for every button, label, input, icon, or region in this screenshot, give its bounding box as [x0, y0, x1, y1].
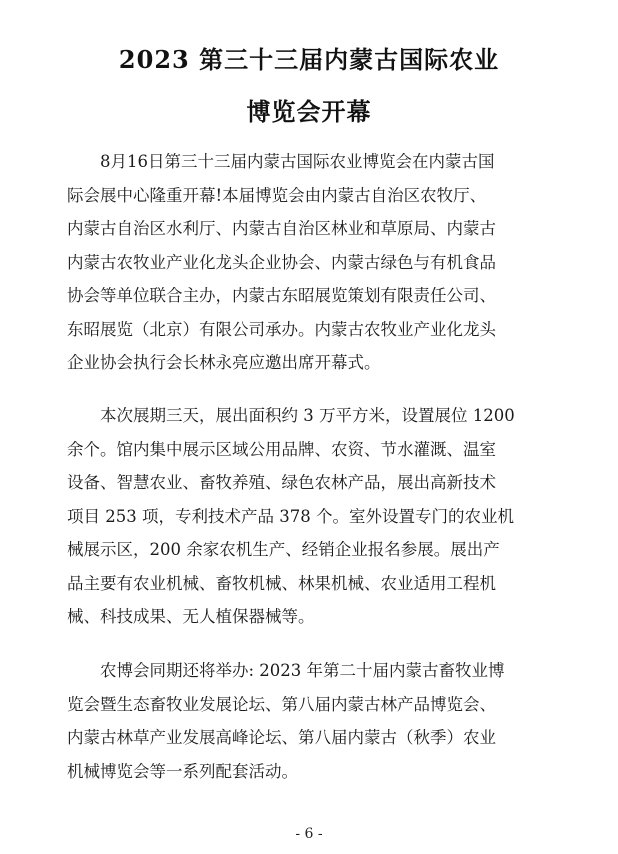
- paragraph-2: [67, 399, 557, 634]
- paragraph-line: 品主要有农业机械、畜牧机械、林果机械、农业适用工程机: [67, 573, 496, 593]
- paragraph-line: 东昭展览（北京）有限公司承办。内蒙古农牧业产业化龙头: [67, 319, 496, 339]
- paragraph-3: [67, 654, 557, 788]
- page-title-line-1: 2023 第三十三届内蒙古国际农业: [118, 45, 500, 74]
- page-number: - 6 -: [295, 826, 323, 842]
- paragraph-line: 械、科技成果、无人植保器械等。: [67, 607, 315, 626]
- paragraph-line: 农博会同期还将举办: 2023 年第二十届内蒙古畜牧业博: [100, 661, 505, 680]
- paragraph-line: 内蒙古自治区水利厅、内蒙古自治区林业和草原局、内蒙古: [67, 219, 496, 238]
- paragraph-line: 项目 253 项，专利技术产品 378 个。室外设置专门的农业机: [67, 506, 514, 526]
- paragraph-line: 协会等单位联合主办，内蒙古东昭展览策划有限责任公司、: [67, 286, 496, 305]
- paragraph-line: 企业协会执行会长林永亮应邀出席开幕式。: [67, 353, 381, 372]
- paragraph-1: [67, 145, 557, 380]
- paragraph-line: 览会暨生态畜牧业发展论坛、第八届内蒙古林产品博览会、: [67, 694, 496, 714]
- paragraph-line: 机械博览会等一系列配套活动。: [67, 761, 298, 781]
- page-title-line-2: 博览会开幕: [246, 97, 372, 126]
- paragraph-line: 内蒙古林草产业发展高峰论坛、第八届内蒙古（秋季）农业: [67, 728, 496, 747]
- paragraph-line: 内蒙古农牧业产业化龙头企业协会、内蒙古绿色与有机食品: [67, 252, 496, 272]
- paragraph-line: 本次展期三天，展出面积约 3 万平方米，设置展位 1200: [100, 406, 515, 425]
- paragraph-line: 8月16日第三十三届内蒙古国际农业博览会在内蒙古国: [100, 152, 495, 171]
- paragraph-line: 际会展中心隆重开幕!本届博览会由内蒙古自治区农牧厅、: [67, 185, 487, 205]
- paragraph-line: 余个。馆内集中展示区域公用品牌、农资、节水灌溉、温室: [67, 439, 496, 459]
- paragraph-line: 械展示区，200 余家农机生产、经销企业报名参展。展出产: [67, 540, 500, 559]
- paragraph-line: 设备、智慧农业、畜牧养殖、绿色农林产品，展出高新技术: [67, 473, 496, 492]
